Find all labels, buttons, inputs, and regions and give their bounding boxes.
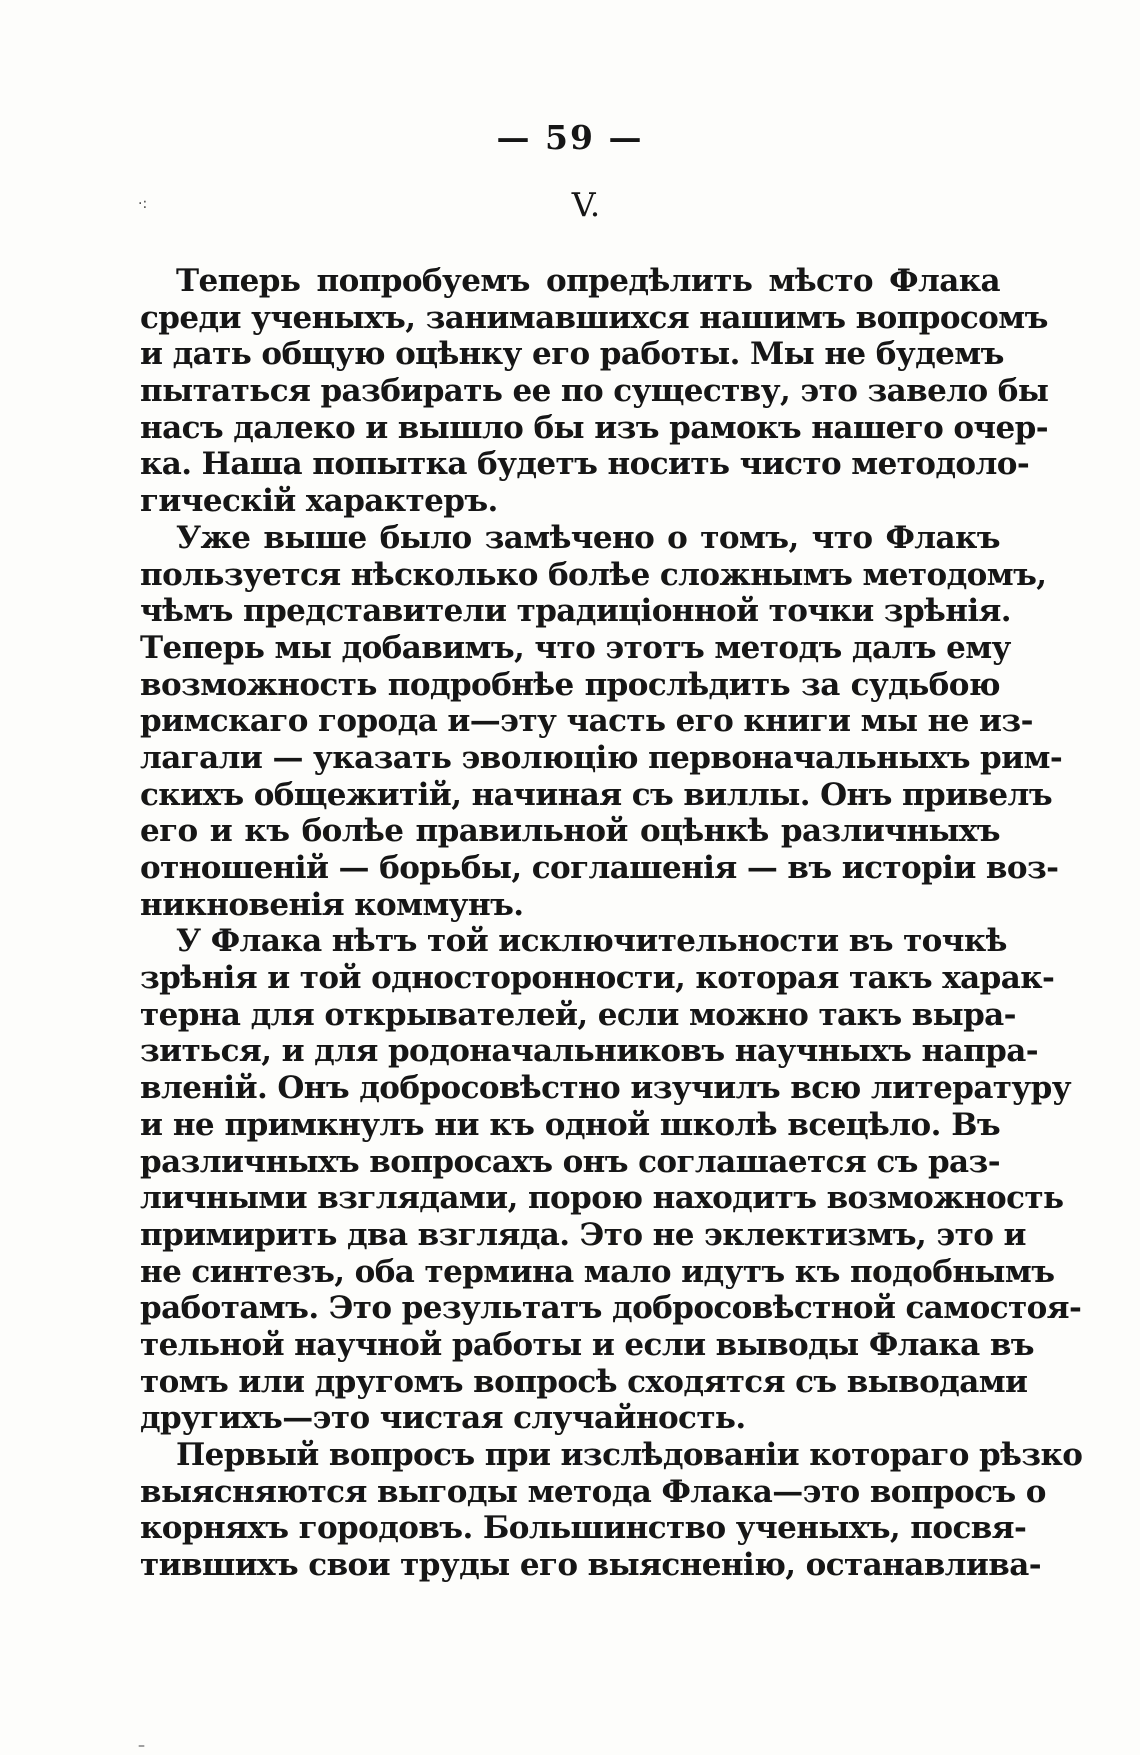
print-speck: – [138, 1738, 145, 1754]
text-line: Первый вопросъ при изслѣдованіи котораго рѣзко [176, 1437, 1083, 1473]
text-line: Уже выше было замѣчено о томъ, что Флакъ [176, 519, 1000, 556]
text-line: гическій характеръ. [140, 483, 498, 520]
text-line: пытаться разбирать ее по существу, это завело бы [140, 373, 1049, 410]
text-line: римскаго города и—эту часть его книги мы не из- [140, 703, 1033, 740]
section-heading: V. [571, 185, 601, 224]
text-line: среди ученыхъ, занимавшихся нашимъ вопросомъ [140, 299, 1048, 336]
text-line: томъ или другомъ вопросѣ сходятся съ выводами [140, 1363, 1028, 1400]
text-line: чѣмъ представители традиціонной точки зрѣнія. [140, 593, 1012, 630]
text-line: никновенія коммунъ. [140, 886, 524, 923]
text-line: возможность подробнѣе прослѣдить за судьбою [140, 666, 1000, 703]
text-line: терна для открывателей, если можно такъ выра- [140, 996, 1016, 1033]
text-line: ка. Наша попытка будетъ носить чисто методоло- [140, 446, 1030, 483]
text-line: зиться, и для родоначальниковъ научныхъ напра- [140, 1033, 1039, 1070]
text-line: Теперь мы добавимъ, что этотъ методъ далъ ему [140, 629, 1011, 666]
text-line: различныхъ вопросахъ онъ соглашается съ раз- [140, 1143, 1000, 1180]
text-line: Теперь попробуемъ опредѣлить мѣсто Флака [176, 263, 1000, 299]
body-text [140, 263, 1083, 1584]
text-line: не синтезъ, оба термина мало идутъ къ подобнымъ [140, 1253, 1055, 1290]
text-line: насъ далеко и вышло бы изъ рамокъ нашего очер- [140, 409, 1048, 446]
text-line: тившихъ свои труды его выясненію, останавлива- [140, 1547, 1041, 1584]
text-line: корняхъ городовъ. Большинство ученыхъ, посвя- [140, 1510, 1027, 1547]
text-line: и не примкнулъ ни къ одной школѣ всецѣло. Въ [140, 1106, 1000, 1143]
paragraph-3 [140, 923, 1082, 1437]
text-line: личными взглядами, порою находитъ возможность [140, 1180, 1064, 1217]
text-line: примирить два взгляда. Это не эклектизмъ, это и [140, 1216, 1026, 1253]
text-line: вленій. Онъ добросовѣстно изучилъ всю литературу [140, 1070, 1071, 1107]
text-line: зрѣнія и той односторонности, которая такъ харак- [140, 960, 1055, 997]
text-line: скихъ общежитій, начиная съ виллы. Онъ привелъ [140, 776, 1052, 813]
print-speck: ·: [138, 196, 148, 212]
text-line: выясняются выгоды метода Флака—это вопросъ о [140, 1473, 1046, 1510]
text-line: лагали — указать эволюцію первоначальныхъ рим- [140, 739, 1063, 776]
text-line: тельной научной работы и если выводы Флака въ [140, 1326, 1034, 1363]
paragraph-4 [140, 1437, 1083, 1584]
text-line: пользуется нѣсколько болѣе сложнымъ методомъ, [140, 556, 1047, 593]
text-line: У Флака нѣтъ той исключительности въ точкѣ [176, 923, 1007, 960]
text-line: отношеній — борьбы, соглашенія — въ исторіи воз- [140, 850, 1059, 886]
text-line: другихъ—это чистая случайность. [140, 1400, 746, 1437]
text-line: и дать общую оцѣнку его работы. Мы не будемъ [140, 336, 1004, 373]
text-line: работамъ. Это результатъ добросовѣстной самостоя- [140, 1290, 1082, 1327]
text-line: его и къ болѣе правильной оцѣнкѣ различныхъ [140, 813, 1000, 850]
page-number: — 59 — [496, 118, 644, 157]
paragraph-2 [140, 519, 1063, 924]
paragraph-1 [140, 263, 1049, 520]
